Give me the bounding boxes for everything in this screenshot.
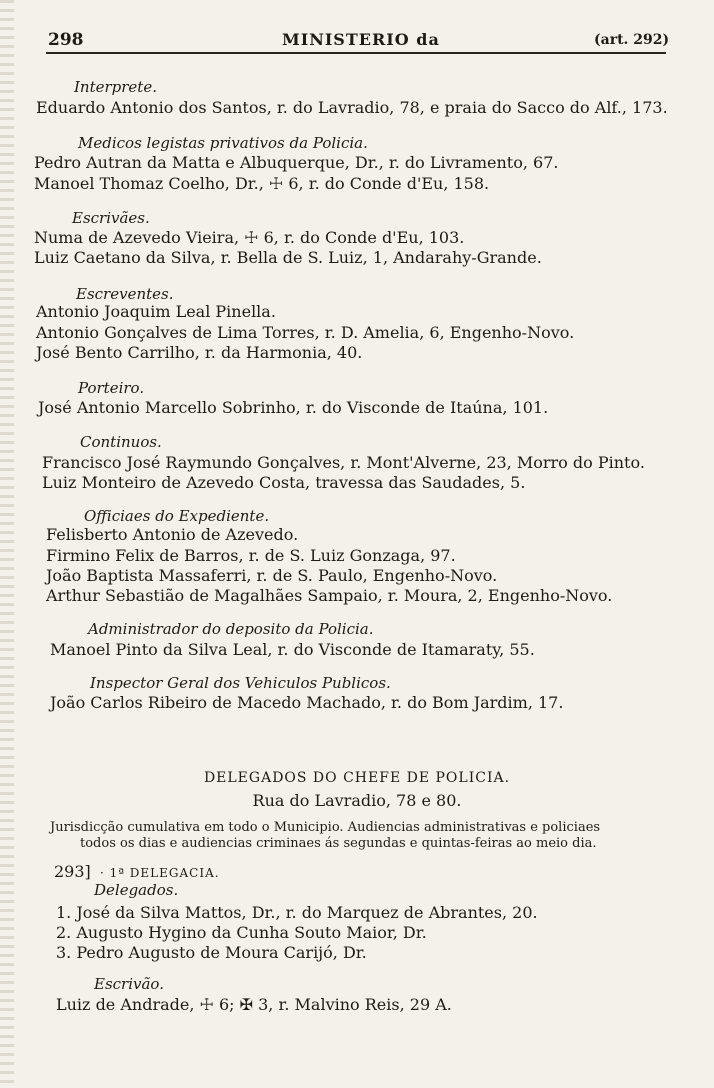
section-heading-escreventes: Escreventes. xyxy=(76,285,174,303)
entry-line: João Carlos Ribeiro de Macedo Machado, r. do Bom Jardim, 17. xyxy=(50,693,564,712)
entry-line: Manoel Thomaz Coelho, Dr., ☩ 6, r. do Conde d'Eu, 158. xyxy=(34,174,490,193)
page-edge-decoration xyxy=(0,0,14,1088)
entry-line: Manoel Pinto da Silva Leal, r. do Visconde de Itamaraty, 55. xyxy=(50,640,535,659)
entry-line: Arthur Sebastião de Magalhães Sampaio, r. Moura, 2, Engenho-Novo. xyxy=(46,586,613,605)
entry-line: José Antonio Marcello Sobrinho, r. do Visconde de Itaúna, 101. xyxy=(38,398,549,417)
entry-line: Eduardo Antonio dos Santos, r. do Lavradio, 78, e praia do Sacco do Alf., 173. xyxy=(36,98,668,117)
delegados-address: Rua do Lavradio, 78 e 80. xyxy=(252,791,462,810)
entry-line: Francisco José Raymundo Gonçalves, r. Mont'Alverne, 23, Morro do Pinto. xyxy=(42,453,645,472)
entry-line: Antonio Joaquim Leal Pinella. xyxy=(36,302,276,321)
section-heading-escrivao: Escrivão. xyxy=(94,975,164,993)
entry-line: Luiz Caetano da Silva, r. Bella de S. Luiz, 1, Andarahy-Grande. xyxy=(34,248,542,267)
escrivao-line: Luiz de Andrade, ☩ 6; ✠ 3, r. Malvino Reis, 29 A. xyxy=(56,995,452,1014)
jurisdiction-text: Jurisdicção cumulativa em todo o Municipio. Audiencias administrativas e policiaes xyxy=(50,820,601,835)
delegado-line: 1. José da Silva Mattos, Dr., r. do Marquez de Abrantes, 20. xyxy=(56,903,538,922)
section-heading-continuos: Continuos. xyxy=(80,433,162,451)
page-number: 298 xyxy=(48,30,84,50)
section-heading-administrador: Administrador do deposito da Policia. xyxy=(88,620,374,638)
delegados-title: DELEGADOS DO CHEFE DE POLICIA. xyxy=(203,770,511,786)
entry-line: José Bento Carrilho, r. da Harmonia, 40. xyxy=(36,343,363,362)
section-heading-interprete: Interprete. xyxy=(74,78,157,96)
section-heading-medicos: Medicos legistas privativos da Policia. xyxy=(78,134,368,152)
entry-line: Luiz Monteiro de Azevedo Costa, travessa das Saudades, 5. xyxy=(42,473,526,492)
section-heading-inspector: Inspector Geral dos Vehiculos Publicos. xyxy=(90,674,391,692)
entry-line: Numa de Azevedo Vieira, ☩ 6, r. do Conde d'Eu, 103. xyxy=(34,228,465,247)
header-rule xyxy=(46,52,666,54)
jurisdiction-text: todos os dias e audiencias criminaes ás segundas e quintas-feiras ao meio dia. xyxy=(80,836,597,851)
section-heading-delegados: Delegados. xyxy=(94,881,179,899)
entry-line: Firmino Felix de Barros, r. de S. Luiz Gonzaga, 97. xyxy=(46,546,456,565)
section-heading-officiaes: Officiaes do Expediente. xyxy=(84,507,270,525)
entry-line: Pedro Autran da Matta e Albuquerque, Dr., r. do Livramento, 67. xyxy=(34,153,559,172)
delegado-line: 3. Pedro Augusto de Moura Carijó, Dr. xyxy=(56,943,367,962)
entry-line: João Baptista Massaferri, r. de S. Paulo, Engenho-Novo. xyxy=(46,566,498,585)
section-heading-porteiro: Porteiro. xyxy=(78,379,145,397)
entry-line: Antonio Gonçalves de Lima Torres, r. D. Amelia, 6, Engenho-Novo. xyxy=(36,323,575,342)
delegacia-label: · 1ª DELEGACIA. xyxy=(100,866,220,880)
running-title: MINISTERIO da xyxy=(282,30,440,49)
entry-line: Felisberto Antonio de Azevedo. xyxy=(46,525,299,544)
article-reference: (art. 292) xyxy=(594,32,670,48)
delegacia-number: 293] xyxy=(54,862,91,881)
delegado-line: 2. Augusto Hygino da Cunha Souto Maior, Dr. xyxy=(56,923,427,942)
section-heading-escrivaes: Escrivães. xyxy=(72,209,150,227)
